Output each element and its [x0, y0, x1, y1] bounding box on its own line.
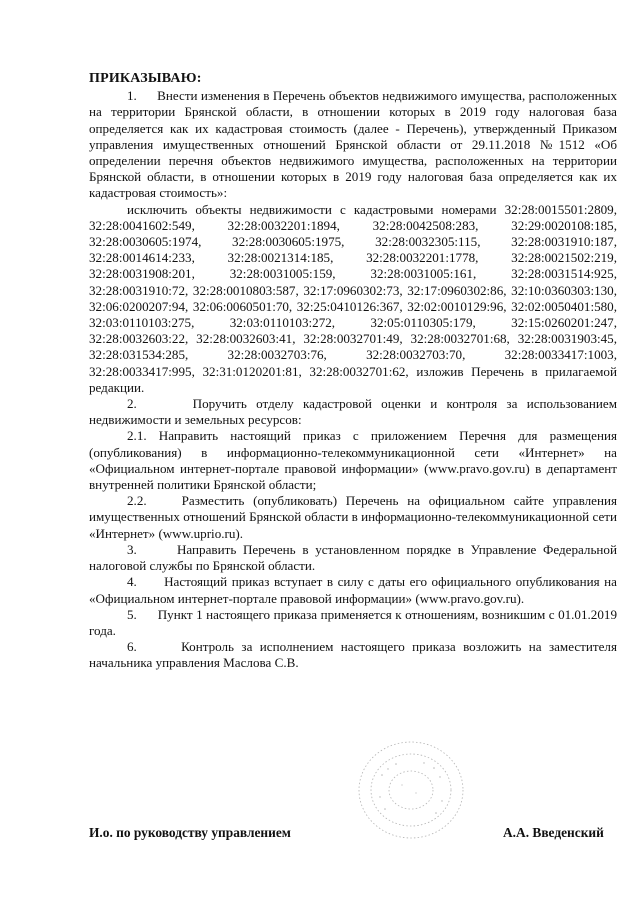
item-1-exclusion-list: исключить объекты недвижимости с кадастровыми номерами 32:28:0015501:2809, 32:28:0041602:549, 32:28:0032201:1894, 32:28:0042508:283, 32:29:0020108:185, 32:28:0030605:1974, 32:28:0030605:1975, 32:28:0032305:115, 32:28:0031910:187, 32:28:0014614:233, 32:28:0021314:185, 32:28:0032201:1778, 32:28:0021502:219, 32:28:0031908:201, 32:28:0031005:159, 32:28:0031005:161, 32:28:0031514:925, 32:28:0031910:72, 32:28:0010803:587, 32:17:0960302:73, 32:17:0960302:86, 32:10:0360303:130, 32:06:0200207:94, 32:06:0060501:70, 32:25:0410126:367, 32:02:0010129:96, 32:02:0050401:580, 32:03:0110103:275, 32:03:0110103:272, 32:05:0110305:179, 32:15:0260201:247, 32:28:0032603:22, 32:28:0032603:41, 32:28:0032701:49, 32:28:0032701:68, 32:28:0031903:45, 32:28:031534:285, 32:28:0032703:76, 32:28:0032703:70, 32:28:0033417:1003, 32:28:0033417:995, 32:31:0120201:81, 32:28:0032701:62, изложив Перечень в прилагаемой редакции. — [89, 201, 617, 395]
item-5: 5. Пункт 1 настоящего приказа применяется к отношениям, возникшим с 01.01.2019 года. — [89, 606, 617, 638]
signatory-name: А.А. Введенский — [503, 825, 604, 840]
item-2-1: 2.1. Направить настоящий приказ с приложением Перечня для размещения (опубликования) в информационно-телекоммуникационной сети «Интернет» на «Официальном интернет-портале правовой информации» (www.pravo.gov.ru) в департамент внутренней политики Брянской области; — [89, 428, 617, 493]
item-6: 6. Контроль за исполнением настоящего приказа возложить на заместителя начальника управления Маслова С.В. — [89, 639, 617, 671]
item-2-2: 2.2. Разместить (опубликовать) Перечень на официальном сайте управления имущественных отношений Брянской области в информационно-телекоммуникационной сети «Интернет» (www.uprio.ru). — [89, 493, 617, 541]
item-2: 2. Поручить отделу кадастровой оценки и контроля за использованием недвижимости и земельных ресурсов: — [89, 396, 617, 428]
item-3: 3. Направить Перечень в установленном порядке в Управление Федеральной налоговой службы по Брянской области. — [89, 541, 617, 574]
order-heading: ПРИКАЗЫВАЮ: — [89, 71, 202, 86]
official-seal-stamp — [352, 735, 470, 845]
signatory-position: И.о. по руководству управлением — [89, 825, 291, 840]
item-1: 1. Внести изменения в Перечень объектов недвижимого имущества, расположенных на территории Брянской области, в отношении которых в 2019 году налоговая база определяется как их кадастровая стоимость (далее - Перечень), утвержденный Приказом управления имущественных отношений Брянской области от 29.11.2018 №1512 «Об определении перечня объектов недвижимого имущества, расположенных на территории Брянской области, в отношении которых в 2019 году налоговая база определяется как их кадастровая стоимость»: — [89, 88, 617, 201]
order-body — [89, 71, 617, 672]
item-4: 4. Настоящий приказ вступает в силу с даты его официального опубликования на «Официальном интернет-портале правовой информации» (www.pravo.gov.ru). — [89, 574, 617, 606]
